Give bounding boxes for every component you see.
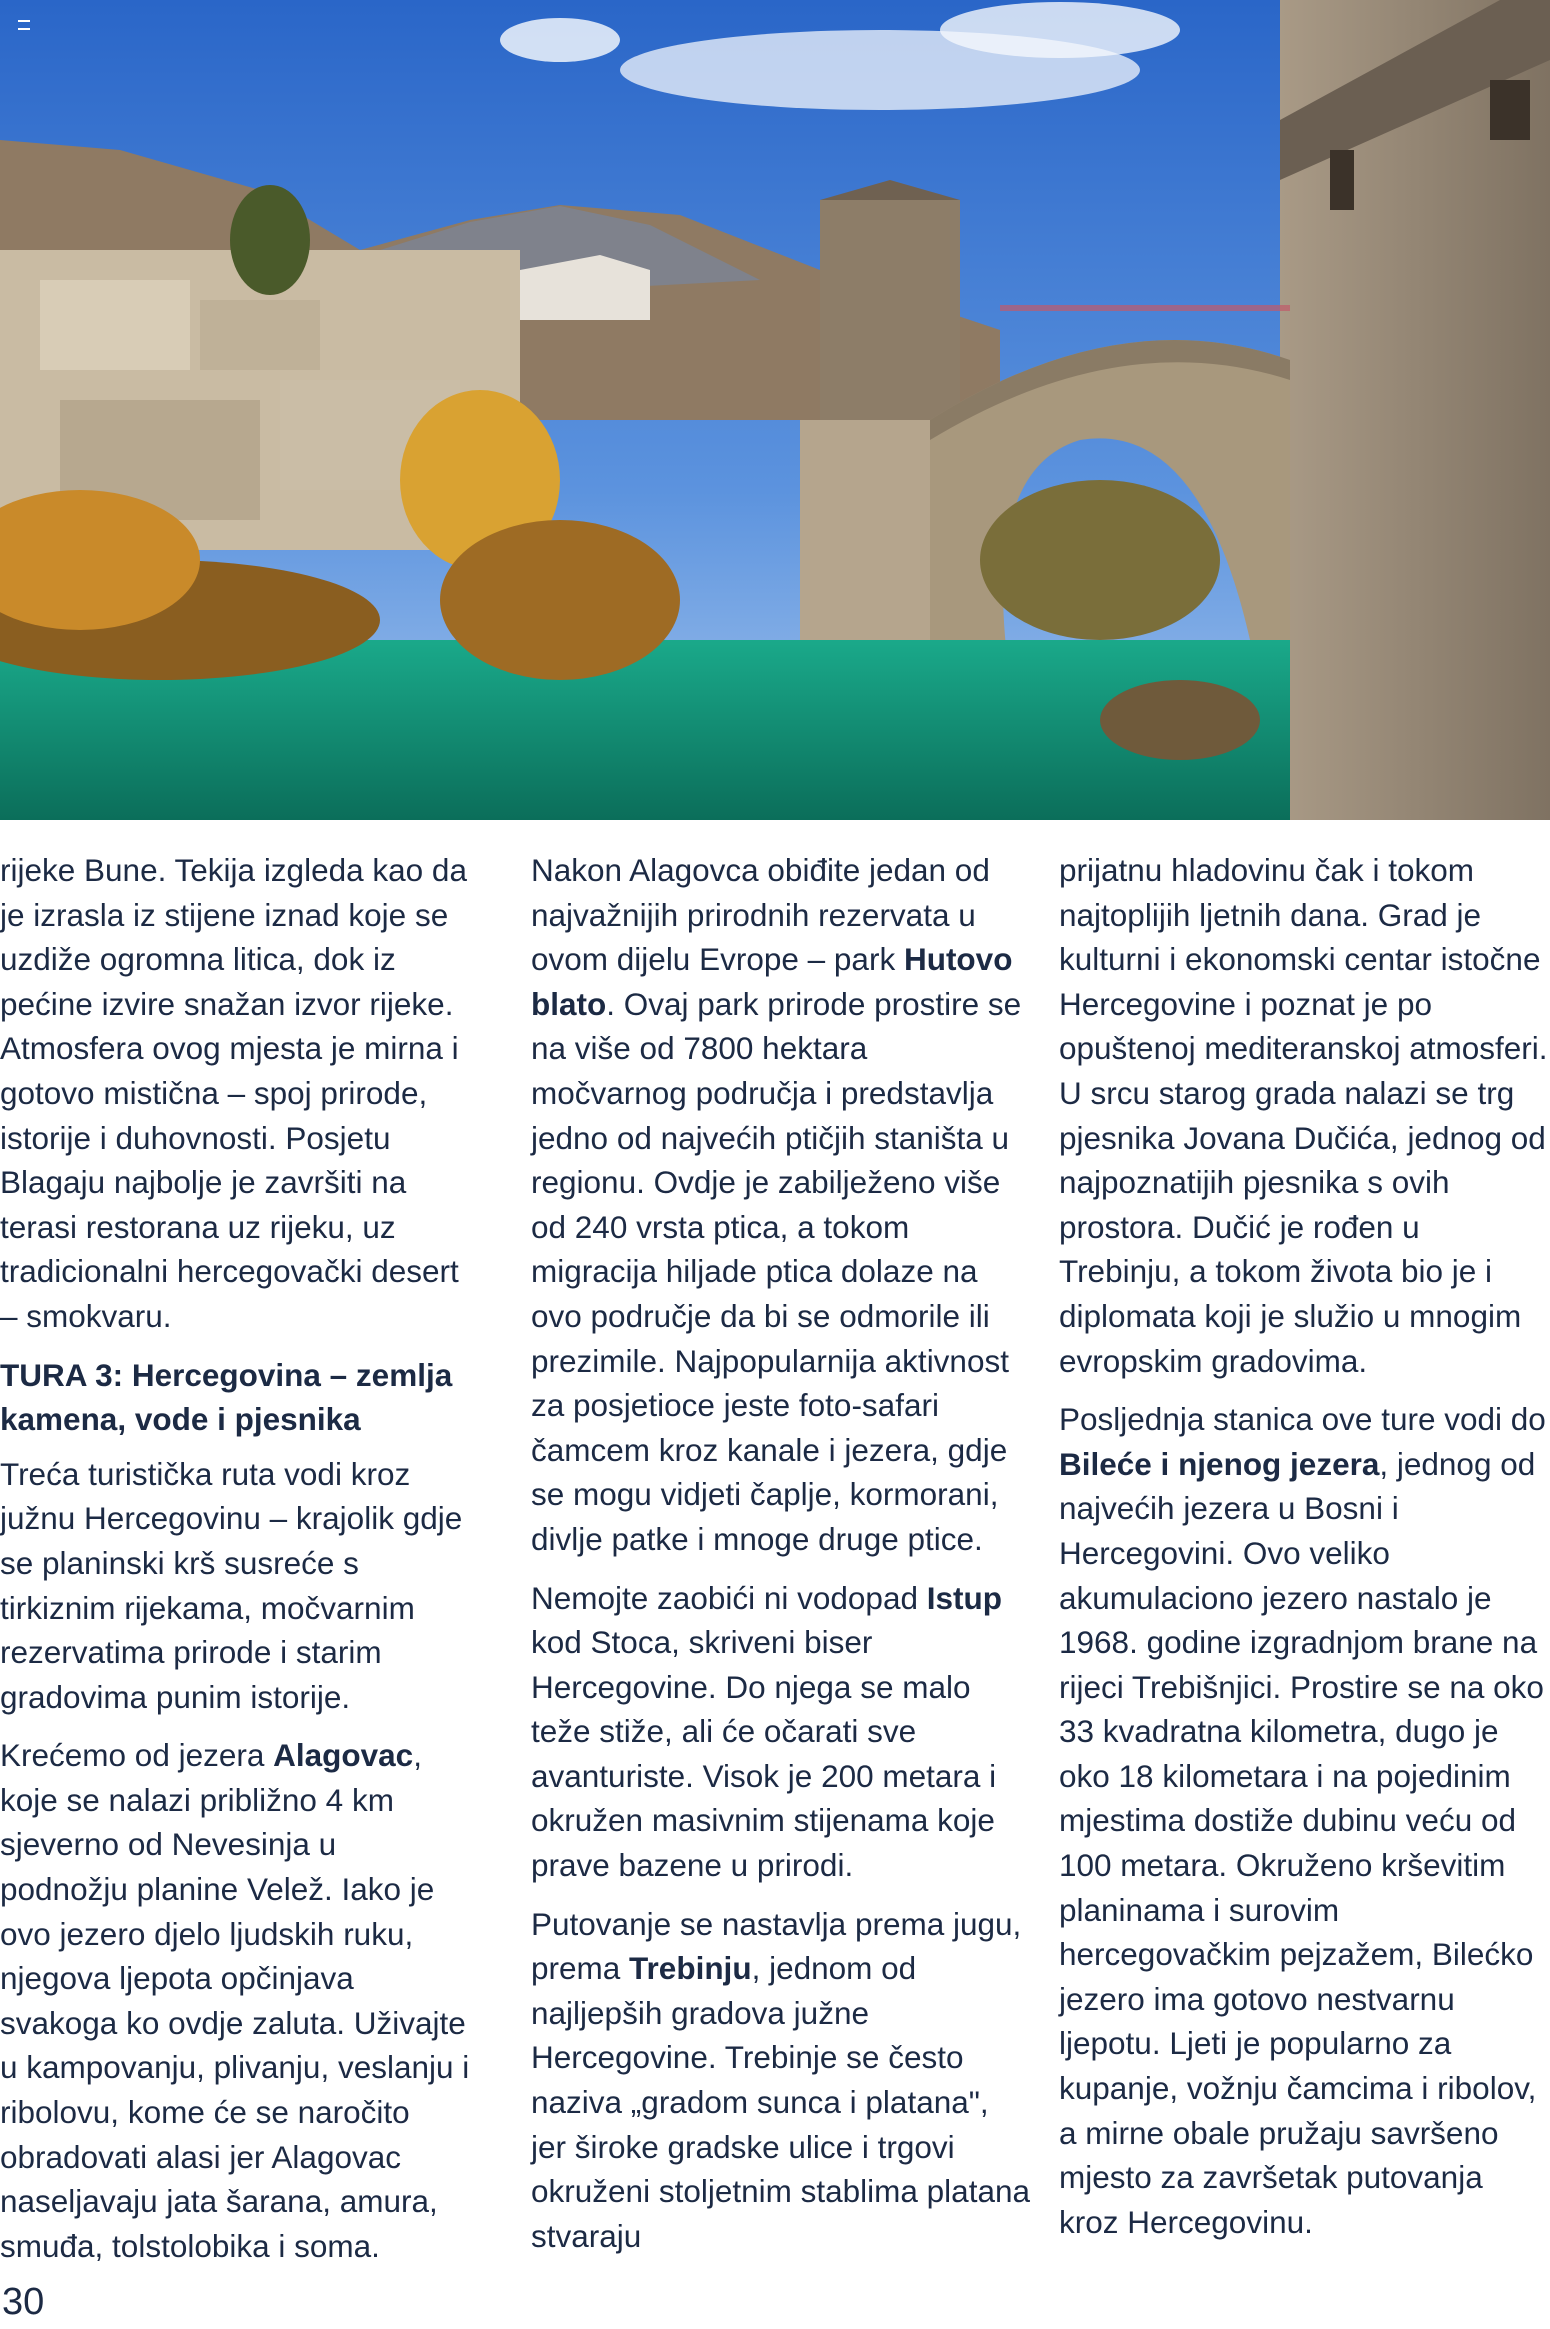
highlight-place: Hutovo blato <box>531 941 1013 1022</box>
text-column-1 <box>0 848 470 2282</box>
paragraph: rijeke Bune. Tekija izgleda kao da je izrasla iz stijene iznad koje se uzdiže ogromna litica, dok iz pećine izvire snažan izvor rijeke. Atmosfera ovog mjesta je mirna i gotovo mistična – spoj prirode, istorije i duhovnosti. Posjetu Blagaju najbolje je završiti na terasi restorana uz rijeku, uz tradicionalni hercegovački desert – smokvaru. <box>0 852 467 1334</box>
paragraph <box>531 1902 1031 2259</box>
text-run: , jednom od najljepših gradova južne Hercegovine. Trebinje se često naziva „gradom sunca i platana", jer široke gradske ulice i trgovi okruženi stoljetnim stablima platana stvaraju <box>531 1950 1031 2254</box>
highlight-place: Bileće i njenog jezera <box>1059 1445 1380 1482</box>
menu-icon <box>18 20 30 30</box>
section-heading: TURA 3: Hercegovina – zemlja kamena, vode i pjesnika <box>0 1356 453 1438</box>
paragraph <box>531 848 1031 1562</box>
paragraph: Treća turistička ruta vodi kroz južnu Hercegovinu – krajolik gdje se planinski krš susreće s tirkiznim rijekama, močvarnim rezervatima prirode i starim gradovima punim istorije. <box>0 1455 463 1715</box>
page-number: 30 <box>2 2281 45 2323</box>
hero-photo <box>0 0 1550 820</box>
text-run: Nemojte zaobići ni vodopad <box>531 1579 927 1616</box>
mostar-bridge-illustration <box>0 0 1550 820</box>
text-column-3 <box>1059 848 1549 2258</box>
text-run: kod Stoca, skriveni biser Hercegovine. Do njega se malo teže stiže, ali će očarati sve avanturiste. Visok je 200 metara i okružen masivnim stijenama koje prave bazene u prirodi. <box>531 1624 997 1884</box>
highlight-place: Trebinju <box>629 1950 752 1987</box>
paragraph <box>0 1733 470 2268</box>
paragraph <box>1059 1397 1549 2244</box>
paragraph <box>531 1576 1031 1888</box>
text-run: , koje se nalazi približno 4 km sjeverno od Nevesinja u podnožju planine Velež. Iako je ovo jezero djelo ljudskih ruku, njegova ljepota opčinjava svakoga ko ovdje zaluta. Uživajte u kampovanju, plivanju, veslanju i ribolovu, kome će se naročito obradovati alasi jer Alagovac naseljavaju jata šarana, amura, smuđa, tolstolobika i soma. <box>0 1737 470 2264</box>
text-run: , jednog od najvećih jezera u Bosni i Hercegovini. Ovo veliko akumulaciono jezero nastalo je 1968. godine izgradnjom brane na rijeci Trebišnjici. Prostire se na oko 33 kvadratna kilometra, dugo je oko 18 kilometara i na pojedinim mjestima dostiže dubinu veću od 100 metara. Okruženo krševitim planinama i surovim hercegovačkim pejzažem, Bilećko jezero ima gotovo nestvarnu ljepotu. Ljeti je popularno za kupanje, vožnju čamcima i ribolov, a mirne obale pružaju savršeno mjesto za završetak putovanja kroz Hercegovinu. <box>1059 1445 1544 2240</box>
text-run: Krećemo od jezera <box>0 1737 274 1774</box>
text-column-2 <box>531 848 1031 2272</box>
highlight-place: Istup <box>926 1579 1002 1616</box>
text-run: Nakon Alagovca obiđite jedan od najvažnijih prirodnih rezervata u ovom dijelu Evrope – park <box>531 852 990 978</box>
text-run: Posljednja stanica ove ture vodi do <box>1059 1401 1546 1438</box>
paragraph: prijatnu hladovinu čak i tokom najtoplijih ljetnih dana. Grad je kulturni i ekonomski centar istočne Hercegovine i poznat je po opuštenoj mediteranskoj atmosferi. U srcu starog grada nalazi se trg pjesnika Jovana Dučića, jednog od najpoznatijih pjesnika s ovih prostora. Dučić je rođen u Trebinju, a tokom života bio je i diplomata koji je služio u mnogim evropskim gradovima. <box>1059 852 1548 1379</box>
highlight-place: Alagovac <box>273 1737 414 1774</box>
text-run: Putovanje se nastavlja prema jugu, prema <box>531 1905 1022 1987</box>
text-run: . Ovaj park prirode prostire se na više od 7800 hektara močvarnog područja i predstavlja jedno od najvećih ptičjih staništa u regionu. Ovdje je zabilježeno više od 240 vrsta ptica, a tokom migracija hiljade ptica dolaze na ovo područje da bi se odmorile ili prezimile. Najpopularnija aktivnost za posjetioce jeste foto-safari čamcem kroz kanale i jezera, gdje se mogu vidjeti čaplje, kormorani, divlje patke i mnoge druge ptice. <box>531 985 1022 1557</box>
